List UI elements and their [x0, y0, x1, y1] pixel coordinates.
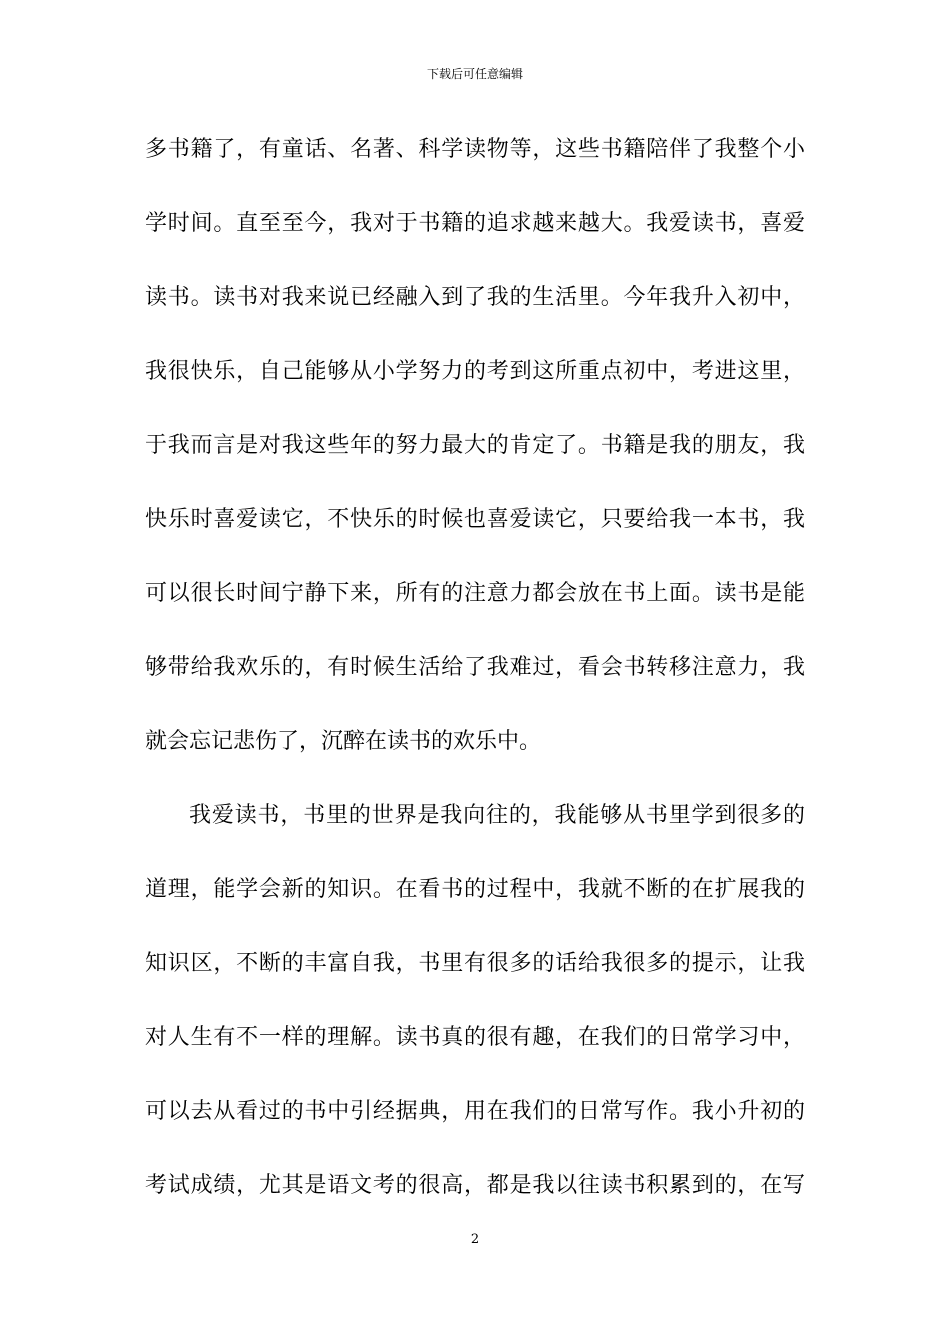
text-line: 可以去从看过的书中引经据典，用在我们的日常写作。我小升初的 [145, 1099, 805, 1124]
document-body [145, 128, 805, 1238]
text-line: 考试成绩，尤其是语文考的很高，都是我以往读书积累到的，在写 [145, 1173, 805, 1198]
text-line: 可以很长时间宁静下来，所有的注意力都会放在书上面。读书是能 [145, 581, 805, 606]
text-line: 我很快乐，自己能够从小学努力的考到这所重点初中，考进这里， [145, 359, 805, 384]
page-header: 下载后可任意编辑 [426, 67, 523, 81]
paragraph-first-line: 我爱读书，书里的世界是我向往的，我能够从书里学到很多的 [189, 803, 805, 828]
text-line: 学时间。直至至今，我对于书籍的追求越来越大。我爱读书，喜爱 [145, 211, 805, 236]
text-line: 够带给我欢乐的，有时候生活给了我难过，看会书转移注意力，我 [145, 655, 805, 680]
text-line: 多书籍了，有童话、名著、科学读物等，这些书籍陪伴了我整个小 [145, 137, 805, 162]
text-line: 道理，能学会新的知识。在看书的过程中，我就不断的在扩展我的 [145, 877, 805, 902]
text-line: 对人生有不一样的理解。读书真的很有趣，在我们的日常学习中， [145, 1025, 805, 1050]
text-line: 就会忘记悲伤了，沉醉在读书的欢乐中。 [145, 729, 542, 754]
page-number: 2 [470, 1232, 480, 1247]
text-line: 读书。读书对我来说已经融入到了我的生活里。今年我升入初中， [145, 285, 805, 310]
text-line: 知识区，不断的丰富自我，书里有很多的话给我很多的提示，让我 [145, 951, 805, 976]
text-line: 于我而言是对我这些年的努力最大的肯定了。书籍是我的朋友，我 [145, 433, 805, 458]
text-line: 快乐时喜爱读它，不快乐的时候也喜爱读它，只要给我一本书，我 [145, 507, 805, 532]
